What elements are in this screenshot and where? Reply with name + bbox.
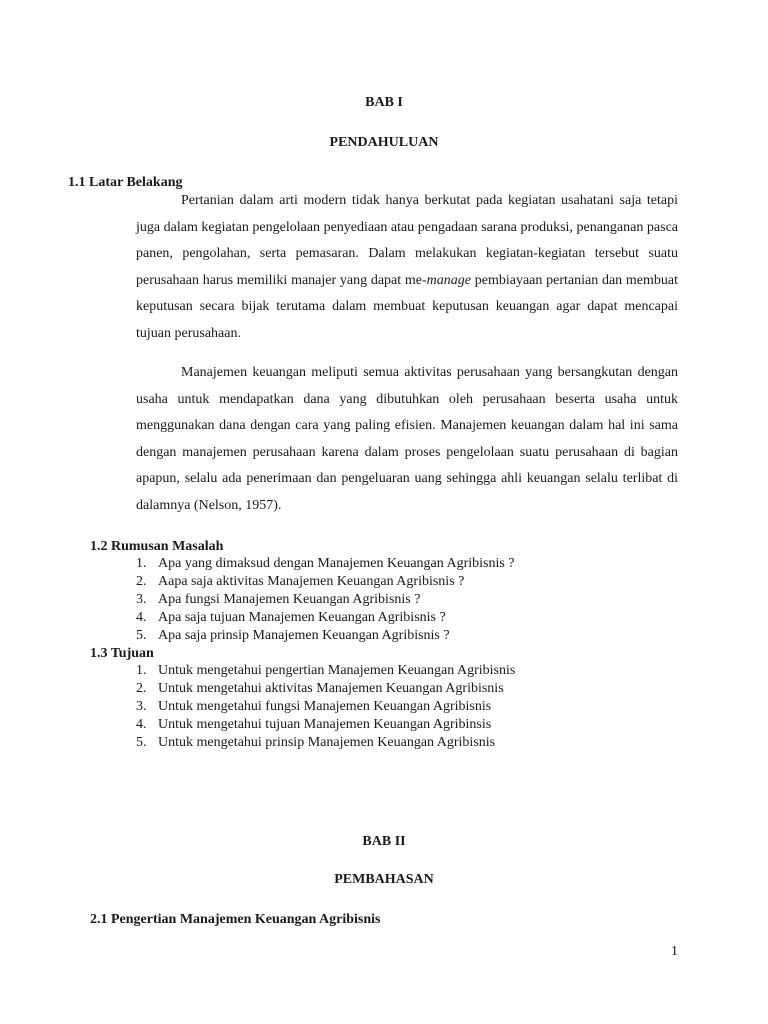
page-number: 1: [671, 944, 678, 959]
list-text: Apa saja prinsip Manajemen Keuangan Agribisnis ?: [158, 628, 450, 643]
list-text: Untuk mengetahui pengertian Manajemen Keuangan Agribisnis: [158, 663, 516, 678]
list-item: [136, 734, 515, 752]
list-text: Apa yang dimaksud dengan Manajemen Keuangan Agribisnis ?: [158, 556, 515, 571]
list-text: Untuk mengetahui prinsip Manajemen Keuangan Agribisnis: [158, 735, 496, 750]
list-number: 4.: [136, 717, 147, 732]
list-text: Aapa saja aktivitas Manajemen Keuangan Agribisnis ?: [158, 574, 465, 589]
list-number: 2.: [136, 681, 147, 696]
list-text: Apa saja tujuan Manajemen Keuangan Agribisnis ?: [158, 610, 446, 625]
list-number: 1.: [136, 556, 147, 571]
section-heading-pengertian: 2.1 Pengertian Manajemen Keuangan Agribisnis: [90, 912, 381, 927]
list-number: 5.: [136, 628, 147, 643]
list-number: 5.: [136, 735, 147, 750]
list-item: [136, 662, 515, 680]
list-number: 2.: [136, 574, 147, 589]
section-heading-tujuan: 1.3 Tujuan: [90, 646, 154, 661]
rumusan-masalah-list: [136, 555, 515, 645]
chapter-subtitle: PENDAHULUAN: [329, 135, 439, 150]
paragraph-latar-belakang-1: [136, 188, 678, 348]
list-item: [136, 627, 515, 645]
chapter-subtitle-2: PEMBAHASAN: [334, 872, 434, 887]
list-number: 4.: [136, 610, 147, 625]
list-text: Apa fungsi Manajemen Keuangan Agribisnis ?: [158, 592, 421, 607]
section-heading-rumusan-masalah: 1.2 Rumusan Masalah: [90, 539, 224, 554]
list-number: 1.: [136, 663, 147, 678]
chapter-title: BAB I: [365, 95, 403, 110]
tujuan-list: [136, 662, 515, 752]
list-text: Untuk mengetahui aktivitas Manajemen Keuangan Agribisnis: [158, 681, 504, 696]
list-item: [136, 716, 515, 734]
section-heading-latar-belakang: 1.1 Latar Belakang: [68, 175, 183, 190]
italic-term: manage: [426, 272, 471, 288]
list-text: Untuk mengetahui tujuan Manajemen Keuangan Agribinsis: [158, 717, 492, 732]
list-item: [136, 591, 515, 609]
paragraph-latar-belakang-2: Manajemen keuangan meliputi semua aktivitas perusahaan yang bersangkutan dengan usaha untuk mendapatkan dana yang dibutuhkan oleh perusahaan beserta usaha untuk menggunakan dana dengan cara yang paling efisien. Manajemen keuangan dalam hal ini sama dengan manajemen perusahaan karena dalam proses pengelolaan suatu perusahaan di bagian apapun, selalu ada penerimaan dan pengeluaran uang sehingga ahli keuangan selalu terlibat di dalamnya (Nelson, 1957).: [136, 365, 678, 513]
list-text: Untuk mengetahui fungsi Manajemen Keuangan Agribisnis: [158, 699, 492, 714]
list-item: [136, 698, 515, 716]
list-item: [136, 573, 515, 591]
paragraph-text: pembiayaan pertanian dan membuat keputusan secara bijak terutama dalam membuat keputusan keuangan agar dapat mencapai tujuan perusahaan.: [136, 272, 678, 341]
list-item: [136, 680, 515, 698]
list-number: 3.: [136, 699, 147, 714]
chapter-title-2: BAB II: [362, 834, 406, 849]
list-item: [136, 555, 515, 573]
list-item: [136, 609, 515, 627]
list-number: 3.: [136, 592, 147, 607]
paragraph-text: Pertanian dalam arti modern tidak hanya berkutat pada kegiatan usahatani saja tetapi juga dalam kegiatan pengelolaan penyediaan atau pengadaan sarana produksi, penanganan pasca panen, pengolahan, serta pemasaran. Dalam melakukan kegiatan-kegiatan tersebut suatu perusahaan harus memiliki manajer yang dapat me-: [136, 193, 678, 288]
